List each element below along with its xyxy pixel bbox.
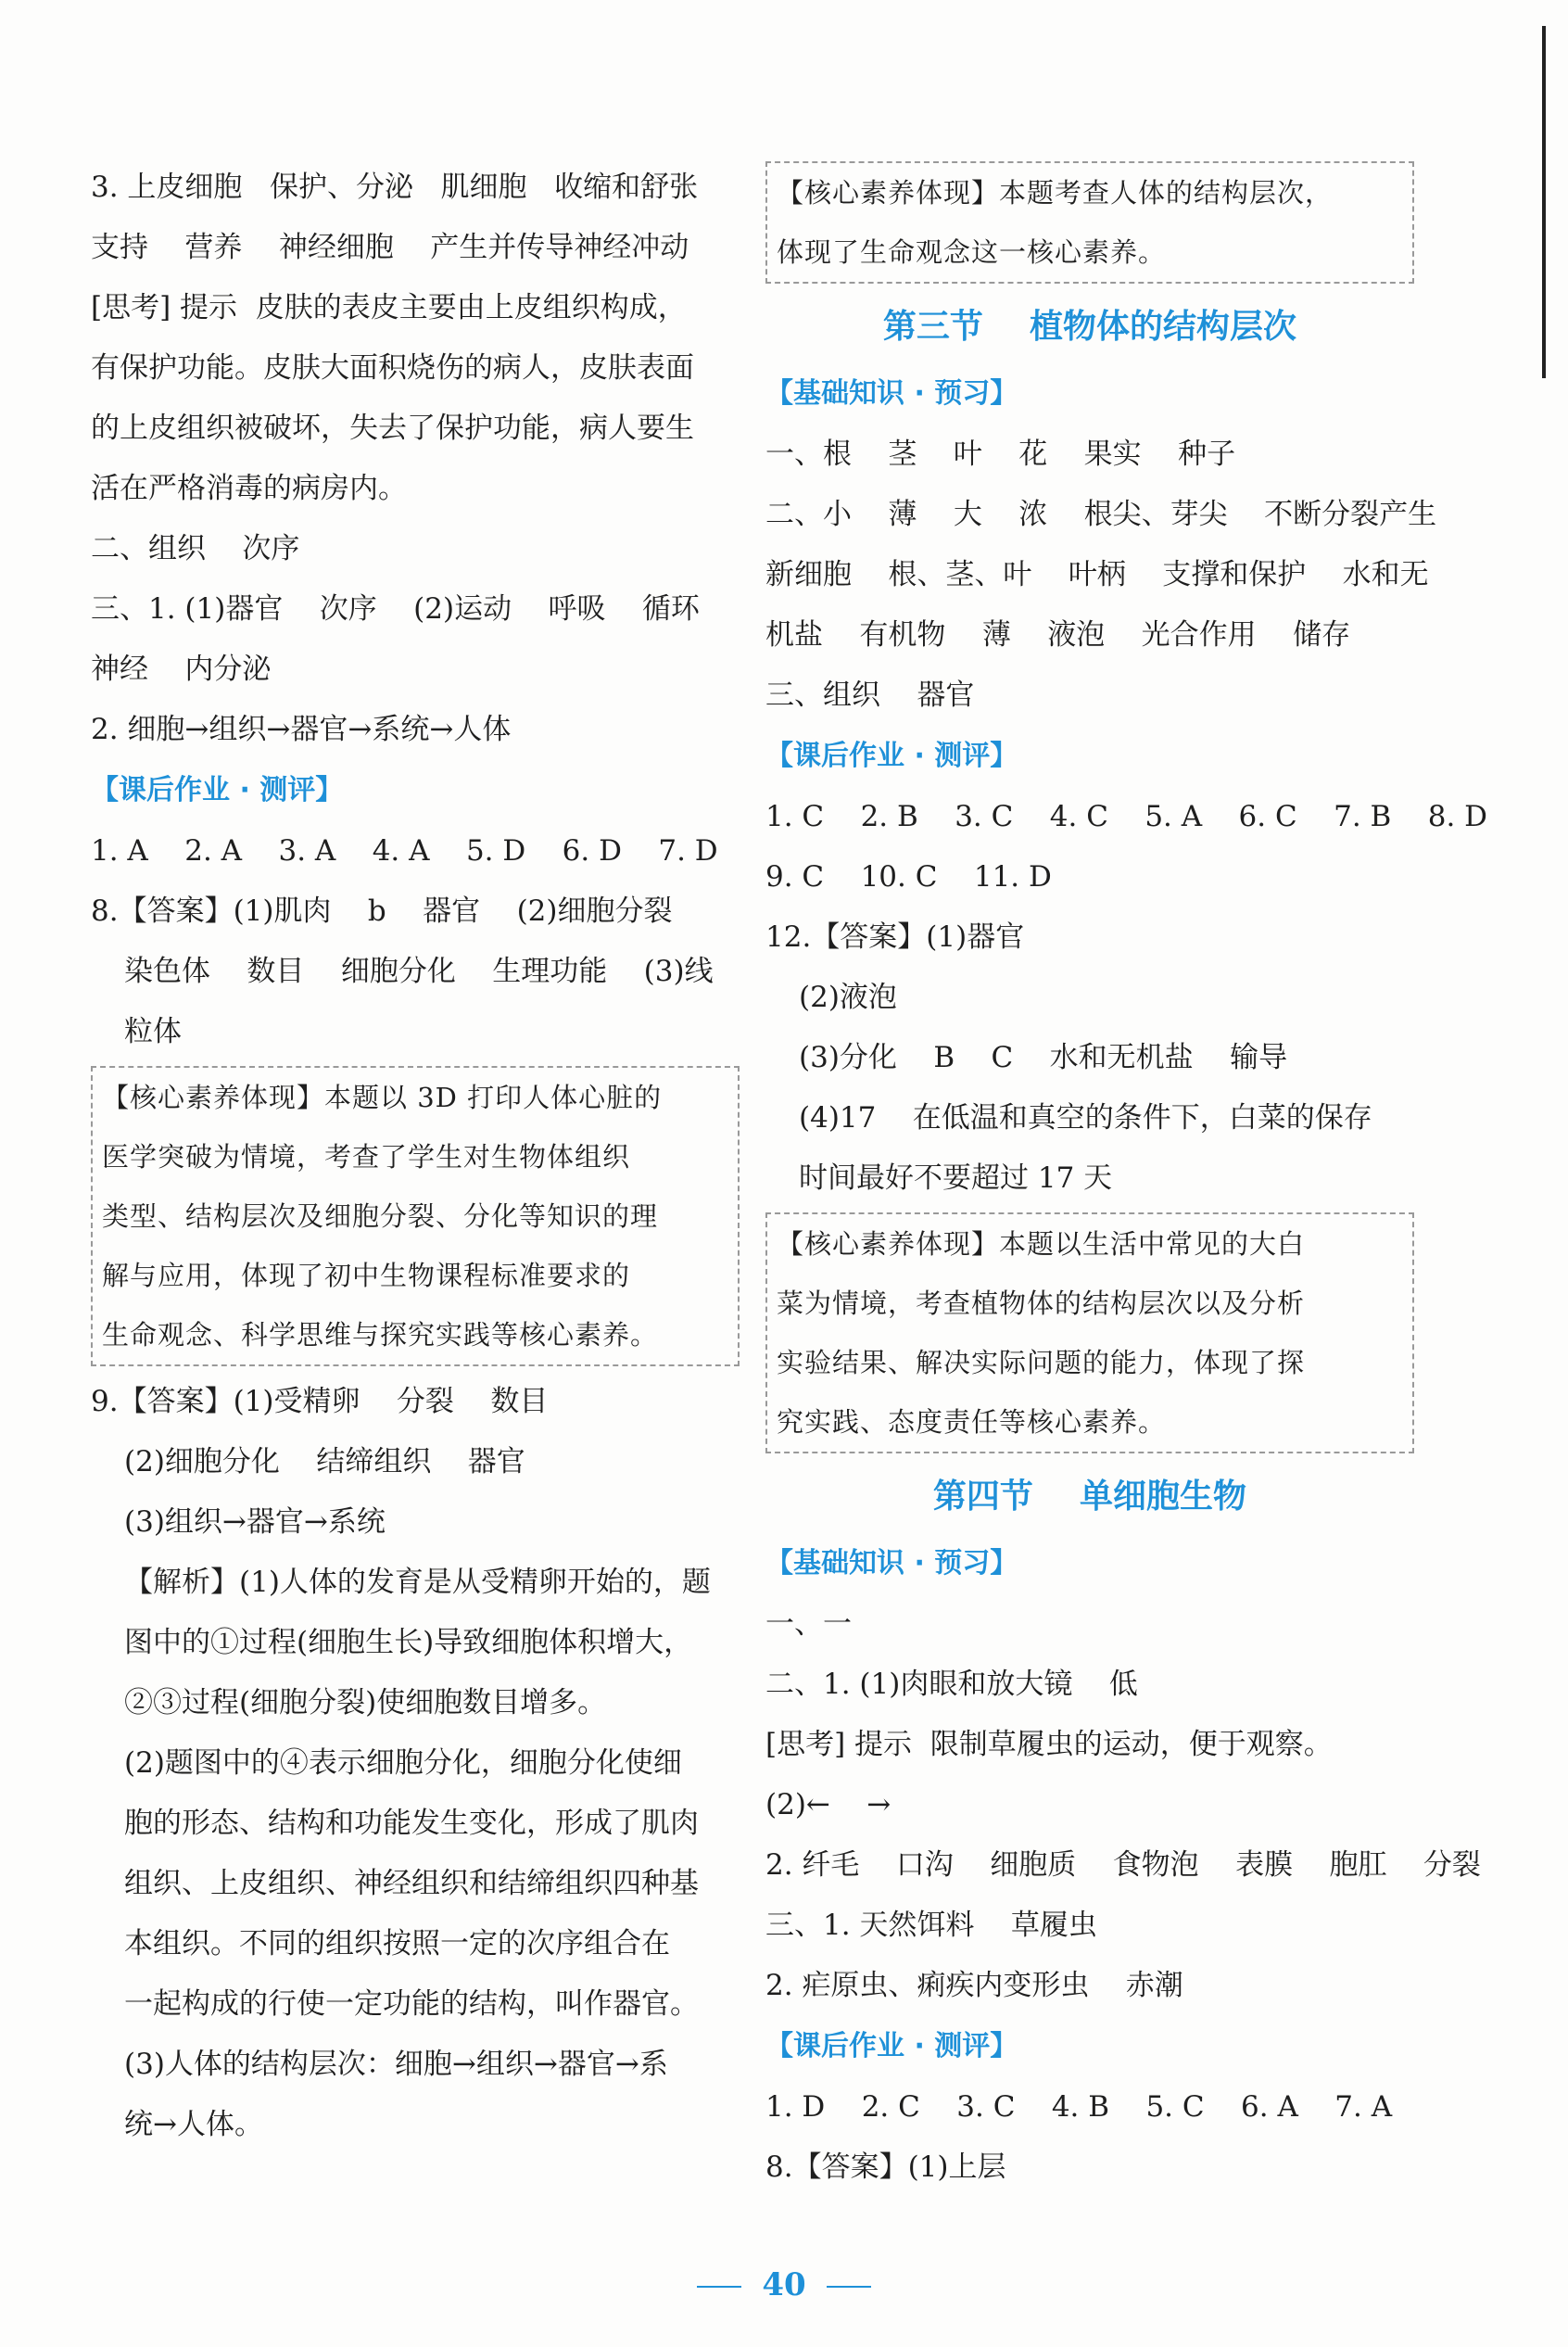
answer-line: 2. 疟原虫、痢疾内变形虫 赤潮 [765,1969,1183,2002]
core-literacy-box [91,1066,740,1366]
answer-line: 三、组织 器官 [765,679,975,712]
answer-line: [思考] 提示 限制草履虫的运动，便于观察。 [765,1728,1333,1761]
answer-line: 2. 纤毛 口沟 细胞质 食物泡 表膜 胞肛 分裂 [765,1848,1481,1882]
box-line: 【核心素养体现】本题考查人体的结构层次， [777,177,1334,209]
answer-line: 粒体 [124,1015,182,1048]
answer-line: 的上皮组织被破坏，失去了保护功能，病人要生 [91,412,694,445]
page-number: 40 [762,2266,806,2303]
page-edge-line [1542,26,1546,378]
box-line: 生命观念、科学思维与探究实践等核心素养。 [102,1319,659,1351]
core-literacy-box [765,1212,1414,1453]
answer-line: 二、组织 次序 [91,532,300,565]
answer-line: 本组织。不同的组织按照一定的次序组合在 [124,1927,670,1960]
answer-line: 机盐 有机物 薄 液泡 光合作用 储存 [765,618,1351,652]
section-tag: 【基础知识 · 预习】 [765,1547,1018,1579]
answer-line: 3. 上皮细胞 保护、分泌 肌细胞 收缩和舒张 [91,171,699,204]
answer-line: (3)分化 B C 水和无机盐 输导 [799,1041,1288,1074]
section-heading: 第四节 单细胞生物 [932,1477,1247,1516]
answer-line: (3)组织→器官→系统 [124,1505,386,1539]
answer-line: 一起构成的行使一定功能的结构，叫作器官。 [124,1987,699,2021]
answer-line: 二、1. (1)肉眼和放大镜 低 [765,1668,1138,1701]
answer-line: 三、1. 天然饵料 草履虫 [765,1909,1097,1942]
answer-line: 时间最好不要超过 17 天 [799,1161,1113,1195]
answer-line: 8.【答案】(1)上层 [765,2150,1006,2184]
answer-line: 图中的①过程(细胞生长)导致细胞体积增大， [124,1626,693,1659]
box-line: 解与应用，体现了初中生物课程标准要求的 [102,1260,631,1291]
answer-line: 12.【答案】(1)器官 [765,920,1025,954]
footer-dash-left [697,2286,741,2288]
section-tag: 【课后作业 · 测评】 [765,740,1018,772]
answer-line: 8.【答案】(1)肌肉 b 器官 (2)细胞分裂 [91,894,673,928]
answer-line: 统→人体。 [124,2108,263,2141]
answer-line: 二、小 薄 大 浓 根尖、芽尖 不断分裂产生 [765,498,1437,531]
box-line: 究实践、态度责任等核心素养。 [777,1406,1167,1438]
answer-line: (2)液泡 [799,981,897,1014]
box-line: 类型、结构层次及细胞分裂、分化等知识的理 [102,1200,659,1232]
answer-line: 【解析】(1)人体的发育是从受精卵开始的，题 [124,1566,711,1599]
answer-line: 组织、上皮组织、神经组织和结缔组织四种基 [124,1867,699,1900]
box-line: 实验结果、解决实际问题的能力，体现了探 [777,1347,1306,1378]
section-tag: 【课后作业 · 测评】 [91,774,344,806]
answer-line: 有保护功能。皮肤大面积烧伤的病人，皮肤表面 [91,351,694,385]
section-tag: 【课后作业 · 测评】 [765,2030,1018,2062]
section-heading: 第三节 植物体的结构层次 [882,307,1297,346]
box-line: 【核心素养体现】本题以生活中常见的大白 [777,1228,1306,1260]
answer-line: 1. D 2. C 3. C 4. B 5. C 6. A 7. A [765,2090,1393,2124]
answer-line: 9.【答案】(1)受精卵 分裂 数目 [91,1385,549,1418]
box-line: 【核心素养体现】本题以 3D 打印人体心脏的 [102,1082,663,1113]
answer-line: 染色体 数目 细胞分化 生理功能 (3)线 [124,955,714,988]
left-column [91,158,740,2155]
answer-line: ②③过程(细胞分裂)使细胞数目增多。 [124,1686,607,1719]
answer-line: (2)细胞分化 结缔组织 器官 [124,1445,525,1478]
answer-line: (3)人体的结构层次：细胞→组织→器官→系 [124,2048,668,2081]
answer-line: 一、一 [765,1607,852,1641]
answer-line: 支持 营养 神经细胞 产生并传导神经冲动 [91,231,689,264]
answer-line: 胞的形态、结构和功能发生变化，形成了肌肉 [124,1807,699,1840]
answer-line: (4)17 在低温和真空的条件下，白菜的保存 [799,1101,1372,1135]
answer-line: 一、根 茎 叶 花 果实 种子 [765,438,1236,471]
core-literacy-box [765,161,1414,284]
section-tag: 【基础知识 · 预习】 [765,377,1018,410]
answer-line: 1. C 2. B 3. C 4. C 5. A 6. C 7. B 8. D [765,800,1488,833]
box-line: 医学突破为情境，考查了学生对生物体组织 [102,1141,631,1173]
answer-line: [思考] 提示 皮肤的表皮主要由上皮组织构成， [91,291,687,324]
answer-line: (2)← → [765,1788,891,1821]
answer-line: 2. 细胞→组织→器官→系统→人体 [91,713,512,746]
answer-line: 1. A 2. A 3. A 4. A 5. D 6. D 7. D [91,834,718,868]
answer-line: 神经 内分泌 [91,653,272,686]
answer-line: 新细胞 根、茎、叶 叶柄 支撑和保护 水和无 [765,558,1429,591]
right-column [765,158,1488,2198]
box-line: 菜为情境，考查植物体的结构层次以及分析 [777,1288,1306,1319]
footer-dash-right [827,2286,871,2288]
page-number-footer [0,2266,1568,2303]
answer-line: 9. C 10. C 11. D [765,860,1052,894]
answer-line: 三、1. (1)器官 次序 (2)运动 呼吸 循环 [91,592,700,626]
box-line: 体现了生命观念这一核心素养。 [777,236,1167,268]
answer-line: (2)题图中的④表示细胞分化，细胞分化使细 [124,1746,682,1780]
answer-line: 活在严格消毒的病房内。 [91,472,407,505]
